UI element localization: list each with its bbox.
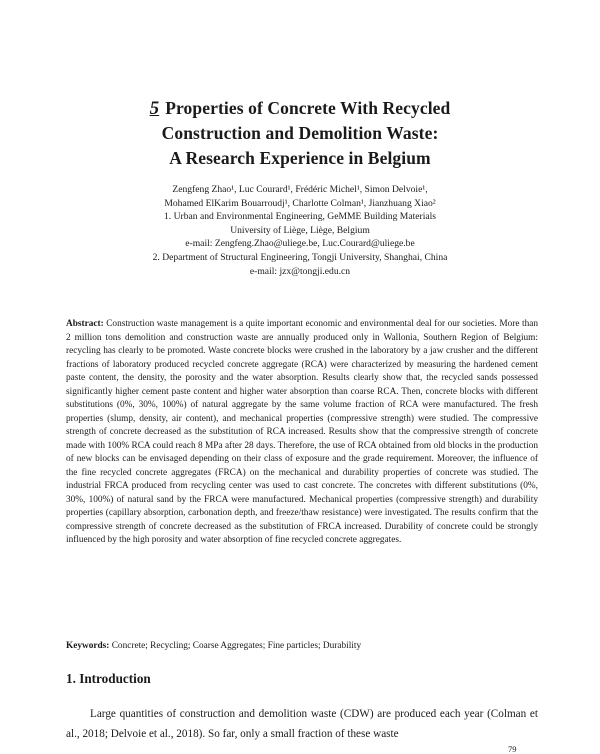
author-block	[0, 183, 600, 278]
affiliation-1-line-1: 1. Urban and Environmental Engineering, GeMME Building Materials	[163, 211, 437, 223]
affiliation-1-line-2: University of Liège, Liège, Belgium	[230, 224, 370, 236]
affiliation-2: 2. Department of Structural Engineering, Tongji University, Shanghai, China	[152, 251, 448, 263]
title-line-1: 5 Properties of Concrete With Recycled	[149, 98, 451, 119]
page-number: 79	[508, 744, 517, 754]
abstract	[66, 318, 538, 548]
keywords-label: Keywords:	[66, 641, 110, 651]
title-line-2: Construction and Demolition Waste:	[161, 123, 439, 143]
keywords-text: Concrete; Recycling; Coarse Aggregates; Fine particles; Durability	[111, 641, 362, 651]
chapter-number: 5	[149, 98, 160, 119]
chapter-title	[0, 96, 600, 171]
title-line-3: A Research Experience in Belgium	[169, 148, 431, 168]
email-2: e-mail: jzx@tongji.edu.cn	[249, 265, 351, 277]
abstract-text: Construction waste management is a quite important economic and environmental deal for our societies. More than 2 million tons demolition and construction waste are annually produced only in Wallonia, Southern Region of Belgium: recycling has clearly to be promoted. Waste concrete blocks were crushed in the laboratory by a jaw crusher and the different fractions of laboratory produced recycled concrete aggregate (RCA) were characterized by measuring the hardened cement paste content, the density, the porosity and the water absorption. Results clearly show that, the recycled sands possessed significantly higher cement paste content and higher water absorption than coarse RCA. Then, concrete blocks with different substitutions (0%, 30%, 100%) of natural aggregate by the same volume fraction of RCA were manufactured. The fresh properties (slump, density, air content), and mechanical properties (compressive strength) were studied. The compressive strength of concrete decreased as the substitution of RCA increased. Results show that the compressive strength of concrete made with 100% RCA could reach 8 MPa after 28 days. Therefore, the use of RCA obtained from old blocks in the production of new blocks can be envisaged depending on their class of exposure and the grade requirement. Moreover, the influence of the fine recycled concrete aggregates (FRCA) on the mechanical and durability properties of concrete was studied. The industrial FRCA produced from recycling center was used to cast concrete. The concretes with different substitutions (0%, 30%, 100%) of natural sand by the FRCA were manufactured. Mechanical properties (compressive strength) and durability properties (capillary absorption, carbonation depth, and freeze/thaw resistance) were investigated. The results confirm that the compressive strength of concrete decreased as the substitution of FRCA increased. Durability of concrete could be strongly influenced by the high porosity and water absorption of fine recycled concrete aggregates.	[66, 319, 538, 545]
email-1: e-mail: Zengfeng.Zhao@uliege.be, Luc.Courard@uliege.be	[185, 238, 415, 250]
abstract-label: Abstract:	[66, 319, 104, 329]
keywords	[66, 640, 538, 654]
intro-paragraph: Large quantities of construction and demolition waste (CDW) are produced each year (Colman et al., 2018; Delvoie et al., 2018). So far, only a small fraction of these waste	[66, 708, 538, 740]
section-heading: 1. Introduction	[66, 671, 151, 686]
authors-line-2: Mohamed ElKarim Bouarroudj¹, Charlotte Colman¹, Jianzhuang Xiao²	[164, 197, 436, 209]
authors-line-1: Zengfeng Zhao¹, Luc Courard¹, Frédéric Michel¹, Simon Delvoie¹,	[172, 184, 428, 195]
